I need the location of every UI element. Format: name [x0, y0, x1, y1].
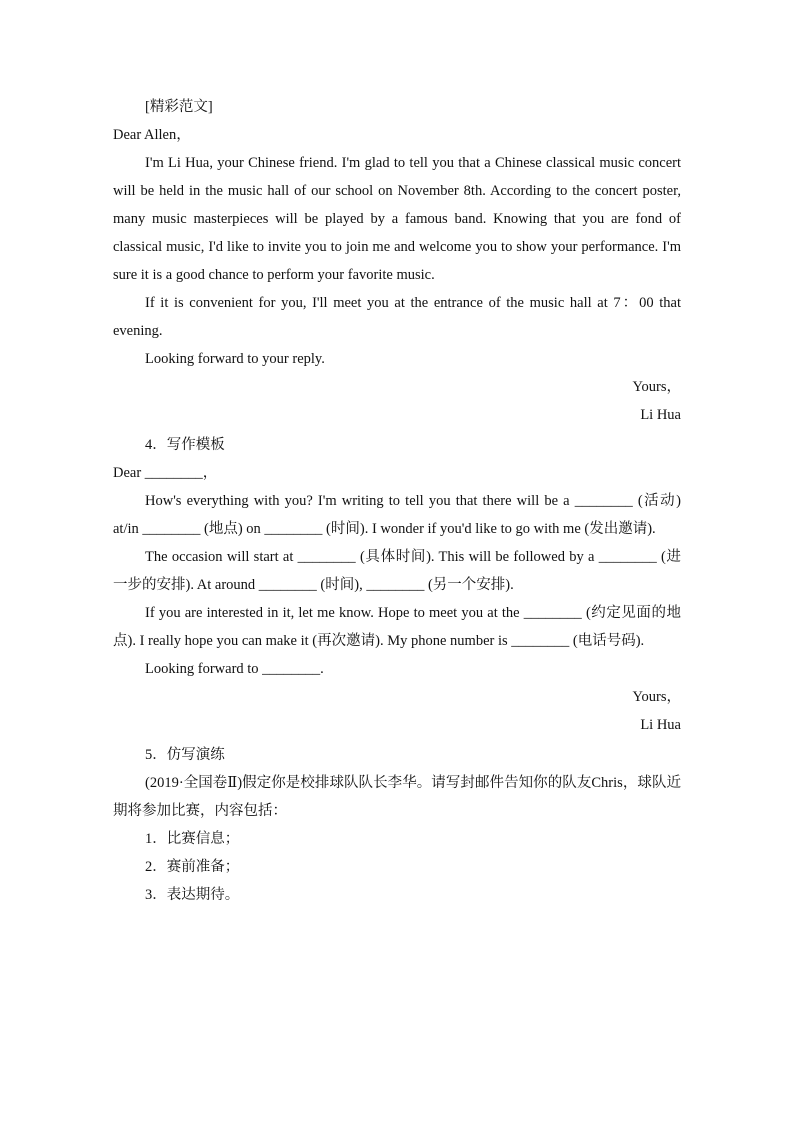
template-paragraph-2: The occasion will start at ________ (具体时间). This will be followed by a ________ (进一步的安排). At around ________ (时间), ________ (另一个安排). — [113, 549, 681, 593]
sample-essay-paragraph-3: Looking forward to your reply. — [145, 351, 325, 367]
template-closing: Yours， — [632, 689, 681, 705]
sample-essay-signature: Li Hua — [640, 407, 681, 423]
template-paragraph-4: Looking forward to ________. — [145, 661, 324, 677]
practice-item-2: 2．赛前准备； — [145, 859, 240, 875]
practice-item-1: 1．比赛信息； — [145, 831, 240, 847]
template-heading: 4．写作模板 — [145, 437, 225, 453]
template-section — [113, 431, 681, 739]
practice-section — [113, 741, 681, 909]
sample-essay-heading: [精彩范文] — [145, 99, 213, 115]
practice-heading: 5．仿写演练 — [145, 747, 225, 763]
sample-essay-paragraph-2: If it is convenient for you, I'll meet you at the entrance of the music hall at 7：00 that evening. — [113, 295, 681, 339]
sample-essay-salutation: Dear Allen， — [113, 127, 191, 143]
template-paragraph-1: How's everything with you? I'm writing to tell you that there will be a ________ (活动) at/in ________ (地点) on ________ (时间). I wonder if you'd like to go with me (发出邀请). — [113, 493, 681, 537]
sample-essay-section — [113, 93, 681, 429]
document-page — [113, 93, 681, 909]
sample-essay-paragraph-1: I'm Li Hua, your Chinese friend. I'm glad to tell you that a Chinese classical music concert will be held in the music hall of our school on November 8th. According to the concert poster, many music masterpieces will be played by a famous band. Knowing that you are fond of classical music, I'd like to invite you to join me and welcome you to show your performance. I'm sure it is a good chance to perform your favorite music. — [113, 155, 681, 283]
practice-item-3: 3．表达期待。 — [145, 887, 240, 903]
template-signature: Li Hua — [640, 717, 681, 733]
template-salutation: Dear ________， — [113, 465, 218, 481]
sample-essay-closing: Yours， — [632, 379, 681, 395]
practice-prompt: (2019·全国卷Ⅱ)假定你是校排球队队长李华。请写封邮件告知你的队友Chris，球队近期将参加比赛，内容包括： — [113, 775, 681, 819]
template-paragraph-3: If you are interested in it, let me know. Hope to meet you at the ________ (约定见面的地点). I really hope you can make it (再次邀请). My phone number is ________ (电话号码). — [113, 605, 681, 649]
